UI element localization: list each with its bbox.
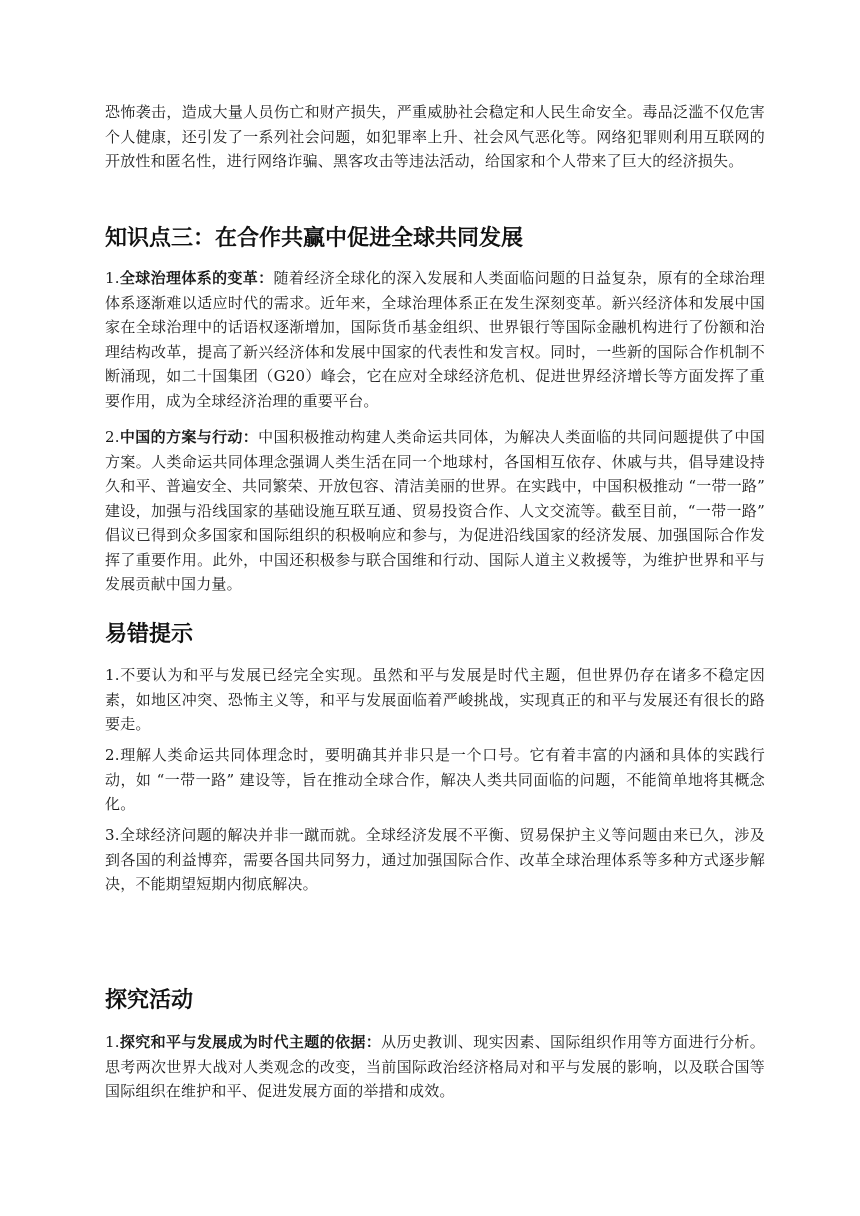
intro-paragraph: 恐怖袭击，造成大量人员伤亡和财产损失，严重威胁社会稳定和人民生命安全。毒品泛滥不仅危害个人健康，还引发了一系列社会问题，如犯罪率上升、社会风气恶化等。网络犯罪则利用互联网的开放性和匿名性，进行网络诈骗、黑客攻击等违法活动，给国家和个人带来了巨大的经济损失。 (105, 103, 765, 170)
item-text: 中国积极推动构建人类命运共同体，为解决人类面临的共同问题提供了中国方案。人类命运共同体理念强调人类生活在同一个地球村，各国相互依存、休戚与共，倡导建设持久和平、普遍安全、共同繁荣、开放包容、清洁美丽的世界。在实践中，中国积极推动 “一带一路” 建设，加强与沿线国家的基础设施互联互通、贸易投资合作、人文交流等。截至目前，“一带一路” 倡议已得到众多国家和国际组织的积极响应和参与，为促进沿线国家的经济发展、加强国际合作发挥了重要作用。此外，中国还积极参与联合国维和行动、国际人道主义救援等，为维护世界和平与发展贡献中国力量。 (105, 428, 765, 593)
item-number: 1. (105, 269, 120, 287)
error-tip-item: 3.全球经济问题的解决并非一蹴而就。全球经济发展不平衡、贸易保护主义等问题由来已久，涉及到各国的利益博弈，需要各国共同努力，通过加强国际合作、改革全球治理体系等多种方式逐步解决，不能期望短期内彻底解决。 (105, 826, 765, 893)
item-term: 中国的方案与行动： (119, 428, 259, 446)
knowledge-item-china-plan (105, 425, 765, 597)
error-tip-item: 2.理解人类命运共同体理念时，要明确其并非只是一个口号。它有着丰富的内涵和具体的实践行动，如 “一带一路” 建设等，旨在推动全球合作，解决人类共同面临的问题，不能简单地将其概念化。 (105, 746, 765, 813)
item-text: 随着经济全球化的深入发展和人类面临问题的日益复杂，原有的全球治理体系逐渐难以适应时代的需求。近年来，全球治理体系正在发生深刻变革。新兴经济体和发展中国家在全球治理中的话语权逐渐增加，国际货币基金组织、世界银行等国际金融机构进行了份额和治理结构改革，提高了新兴经济体和发展中国家的代表性和发言权。同时，一些新的国际合作机制不断涌现，如二十国集团（G20）峰会，它在应对全球经济危机、促进世界经济增长等方面发挥了重要作用，成为全球经济治理的重要平台。 (105, 269, 765, 410)
item-text: 从历史教训、现实因素、国际组织作用等方面进行分析。思考两次世界大战对人类观念的改变，当前国际政治经济格局对和平与发展的影响，以及联合国等国际组织在维护和平、促进发展方面的举措和成效。 (105, 1033, 765, 1100)
knowledge-item-global-governance (105, 266, 765, 413)
item-term: 全球治理体系的变革： (119, 269, 274, 287)
item-number: 1. (105, 1033, 120, 1051)
error-tip-item: 1.不要认为和平与发展已经完全实现。虽然和平与发展是时代主题，但世界仍存在诸多不稳定因素，如地区冲突、恐怖主义等，和平与发展面临着严峻挑战，实现真正的和平与发展还有很长的路要走。 (105, 666, 765, 733)
item-number: 2. (105, 428, 120, 446)
section-heading-inquiry-activity: 探究活动 (105, 988, 194, 1013)
section-heading-knowledge-point-3: 知识点三：在合作共赢中促进全球共同发展 (105, 226, 524, 251)
inquiry-item (105, 1030, 765, 1104)
section-heading-error-tips: 易错提示 (105, 622, 194, 647)
item-term: 探究和平与发展成为时代主题的依据： (119, 1033, 382, 1051)
